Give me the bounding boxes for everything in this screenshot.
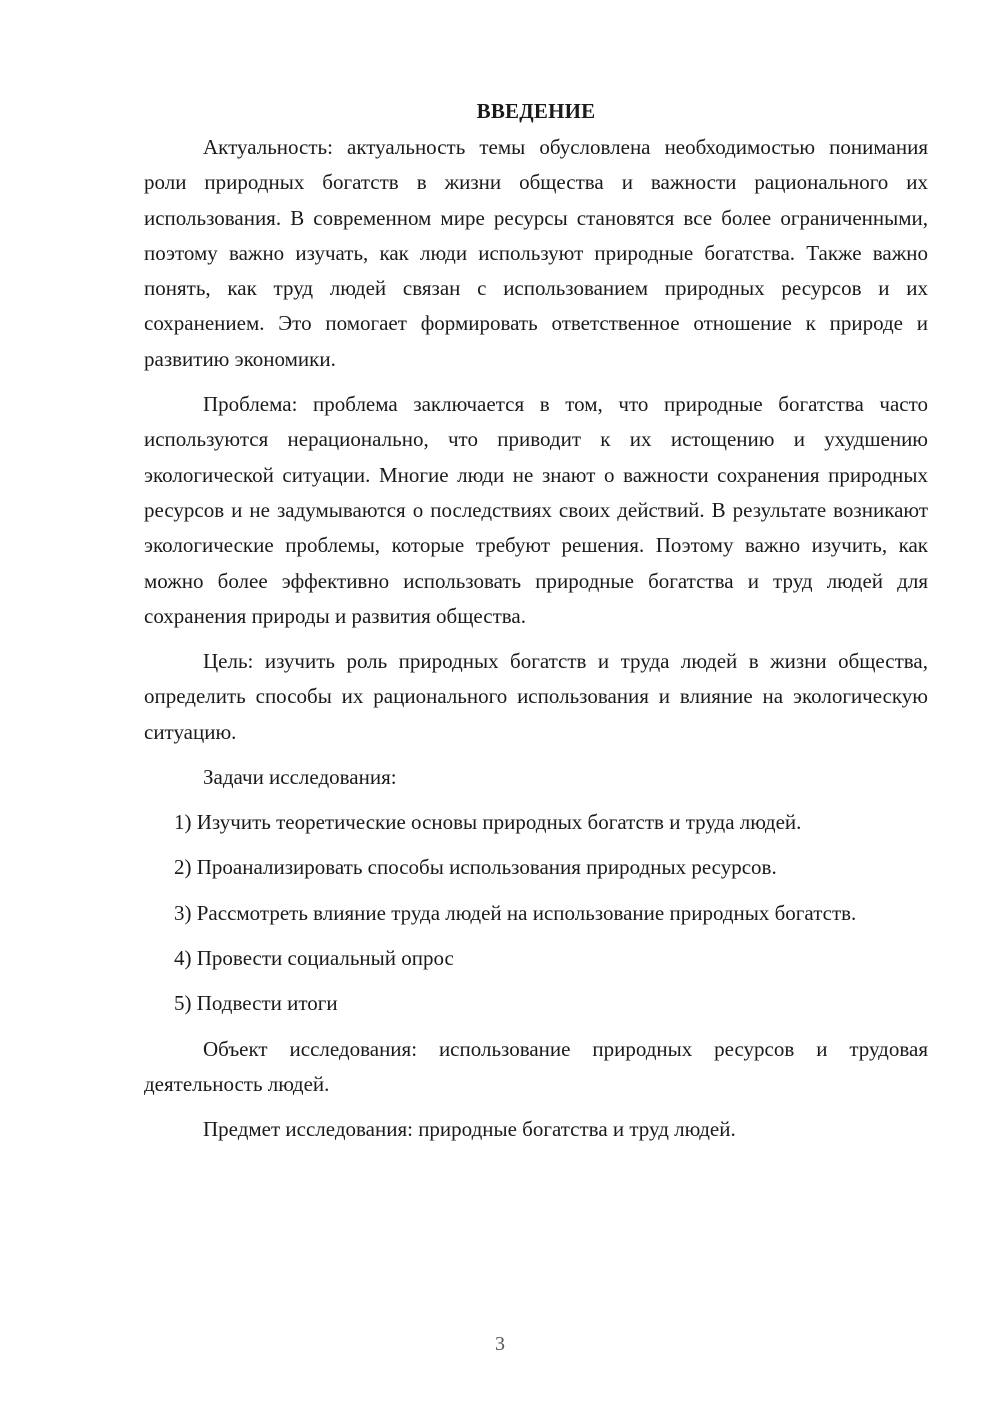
task-item-3: 3) Рассмотреть влияние труда людей на использование природных богатств. bbox=[174, 900, 857, 925]
task-item-1: 1) Изучить теоретические основы природных богатств и труда людей. bbox=[174, 810, 802, 835]
goal-paragraph: Цель: изучить роль природных богатств и труда людей в жизни общества, определить способы их рационального использования и влияние на экологическую ситуацию. bbox=[144, 649, 928, 744]
task-item-5: 5) Подвести итоги bbox=[174, 991, 338, 1016]
relevance-paragraph: Актуальность: актуальность темы обусловлена необходимостью понимания роли природных богатств в жизни общества и важности рационального их использования. В современном мире ресурсы становятся все более ограниченными, поэтому важно изучать, как люди используют природные богатства. Также важно понять, как труд людей связан с использованием природных ресурсов и их сохранением. Это помогает формировать ответственное отношение к природе и развитию экономики. bbox=[144, 135, 928, 371]
section-title: ВВЕДЕНИЕ bbox=[476, 99, 596, 123]
tasks-heading: Задачи исследования: bbox=[203, 765, 397, 790]
subject-paragraph: Предмет исследования: природные богатства и труд людей. bbox=[203, 1117, 736, 1142]
problem-paragraph: Проблема: проблема заключается в том, что природные богатства часто используются нерационально, что приводит к их истощению и ухудшению экологической ситуации. Многие люди не знают о важности сохранения природных ресурсов и не задумываются о последствиях своих действий. В результате возникают экологические проблемы, которые требуют решения. Поэтому важно изучить, как можно более эффективно использовать природные богатства и труд людей для сохранения природы и развития общества. bbox=[144, 392, 928, 628]
task-item-4: 4) Провести социальный опрос bbox=[174, 945, 454, 970]
page-number: 3 bbox=[495, 1333, 505, 1355]
task-item-2: 2) Проанализировать способы использования природных ресурсов. bbox=[174, 855, 777, 880]
object-paragraph: Объект исследования: использование природных ресурсов и трудовая деятельность людей. bbox=[144, 1036, 928, 1096]
page-content bbox=[144, 94, 928, 1157]
